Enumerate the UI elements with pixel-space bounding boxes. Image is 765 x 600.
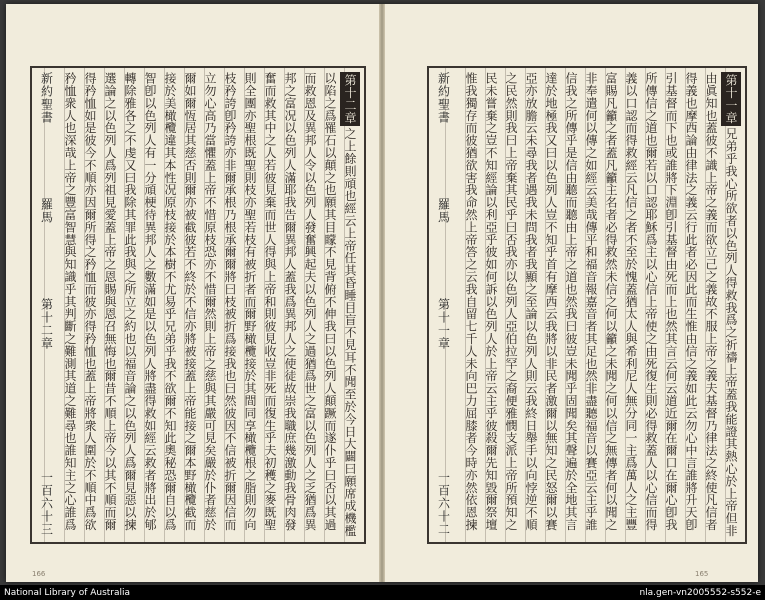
left-page-note: 166 [32,570,46,578]
left-page [6,4,379,582]
left-book-title: 新約聖書 [39,72,54,124]
right-text-frame [427,66,747,544]
left-page-number: 一百六十三 [39,471,54,536]
right-body-paragraph: 兄弟乎我心所欲者以色列人得救我爲之祈禱上帝蓋我能證其熱心於上帝但非由眞知也蓋彼不識上帝之義而欲立己之義故不服上帝之義夫基督乃律法之終使凡信者得義也摩西論由律法之義云行此者必因此而生惟由信之義如此云勿心中言誰將升天卽引基督而下也或誰將下淵卽引基督由死而上也然其言云何云道近爾在爾口在爾心卽我所傳信之道也爾若以口認耶穌爲主以心信上帝使之由死復生則必得救蓋人以心信而得義以口認而得救經云凡信之者不至於愧蓋猶太人與希利尼人無分同一主爲萬人之主豐富賜凡籲之者蓋凡籲主名者必得救然未信之何以籲之未聞之何以信之無傳者何以聞之非奉遣何以傳之如經云美哉傳平和福音報嘉音者其足也然非盡聽福音以賽亞云主乎誰信我之所傳乎是信由聽而聽由上帝之道也然我曰彼豈未聞乎固聞矣其聲遍於全地其言達於地極我又曰以色列人豈不知乎首有摩西云我將以非民者激爾以無知之民怒爾以賽亞亦放膽云未尋我者遇我未問我者我顯之至論以色列人則云我終日舉手以向悖逆不順之民然則我曰上帝棄其民乎曰否我亦以色列人亞伯拉罕之裔便雅憫支派上帝所預知之民未嘗棄之豈不知經論以利亞乎彼如何訴以色列人於上帝云主乎彼殺爾先知毀爾祭壇惟我獨存而彼猶欲害我命然上帝答之云我自留七千人未向巴力屈膝者今時亦然依恩揀 [464,72,738,537]
right-margin-column [433,70,455,540]
right-body-text [459,72,741,538]
right-book-title: 新約聖書 [436,72,451,124]
left-chapter-label: 第十二章 [39,298,54,350]
right-page-note: 165 [695,570,709,578]
right-page-number: 一百六十二 [436,471,451,536]
right-chapter-label: 第十一章 [436,298,451,350]
footer-institution: National Library of Australia [4,587,131,598]
right-chapter-heading: 第十一章 [721,72,741,126]
book-spread [6,4,758,582]
left-book-name: 羅馬 [39,198,54,224]
left-chapter-heading: 第十二章 [340,72,360,126]
left-body-text [62,72,360,538]
left-text-frame [30,66,366,544]
left-margin-column [36,70,58,540]
right-book-name: 羅馬 [436,198,451,224]
footer-identifier: nla.gen-vn2005552-s552-e [639,587,761,598]
right-page [385,4,758,582]
footer-bar [0,585,765,600]
left-body-paragraph: 之上餘則頑也經云上帝任其昏睡目盲不見耳不聞至於今日大闢曰願席成機檻以陷之爲罹石以顛之也願其目矇不見背俯不伸我曰以色列人顛蹶而遂仆乎曰否以其過而救恩及異邦人令以色列人發奮興起夫以色列人之過猶爲世之富以色列人之乏猶爲異邦之富况以色列人滿耶我告爾異邦人蓋我爲異邦人之使徒故崇我職庶幾激動我骨肉發奮而救其中之人若彼見棄而世人得與上帝和則彼見收豈非死而復生乎夫初穫之麥既聖則全團亦聖根既聖則枝亦聖若枝有被折者而爾野橄欖接於其間同享橄欖根之脂則勿向枝矜誇卽矜誇亦非爾承根乃根承爾爾將曰枝被折爲接我也曰然彼因不信被折爾因信而立勿心高乃當懼蓋上帝不惜原枝恐亦不惜爾然則上帝之慈與其嚴可見矣嚴於仆者慈於爾如爾恆居其慈否則爾亦被截彼若不終於不信亦將被接蓋上帝能接之爾本野橄欖截而接於美橄欖違其本性况原枝接於本樹不尤易乎兄弟乎我不欲爾不知此奧秘恐爾自以爲智卽以色列人有一分頑梗待異邦人之數滿如是以色列人將盡得救如經云救者將出於郇轉除雅各之不虔又曰我除其罪此我與之所立之約也以福音論之以色列人爲爾見惡以揀選論之以色列人爲列祖見愛蓋上帝之恩賜與恩召無悔也爾昔不順上帝今以其不順而爾得矜恤如是彼今不順亦因爾所得之矜恤而彼亦得矜恤也蓋上帝將衆人圍於不順中爲欲矜恤衆人也深哉上帝之豐富智慧與知識乎其判斷之難測其道之難尋也誰知主之心誰爲 [63,72,357,537]
